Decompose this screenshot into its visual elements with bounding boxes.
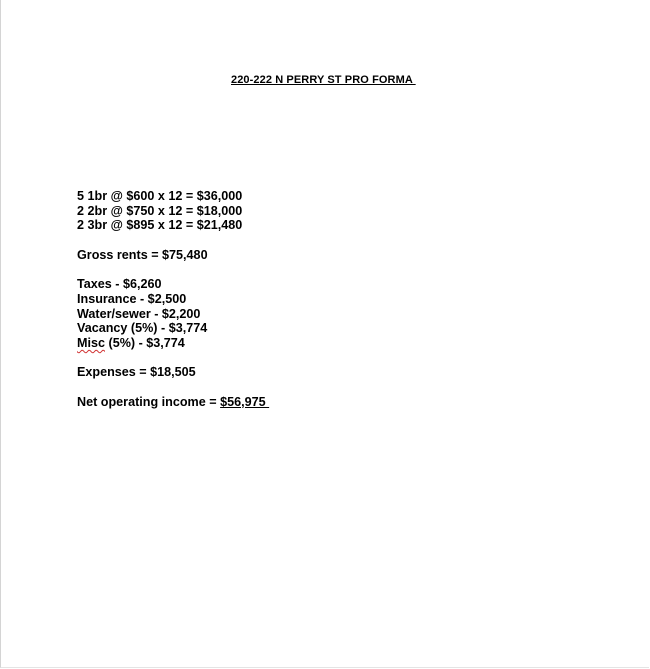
noi-label: Net operating income = [77, 394, 221, 409]
vacancy-line: Vacancy (5%) - $3,774 [77, 321, 208, 336]
document-title: 220-222 N PERRY ST PRO FORMA [231, 74, 416, 86]
rent-line-3br: 2 3br @ $895 x 12 = $21,480 [77, 218, 243, 233]
blank-line [77, 262, 269, 277]
blank-line [77, 233, 269, 248]
rent-line-2br: 2 2br @ $750 x 12 = $18,000 [77, 203, 243, 218]
water-sewer-line: Water/sewer - $2,200 [77, 306, 201, 321]
misc-word-spellcheck[interactable]: Misc [77, 335, 105, 350]
noi-value: $56,975 [220, 394, 270, 409]
expenses-total-line: Expenses = $18,505 [77, 365, 196, 380]
noi-line [77, 395, 269, 410]
rent-line-1br: 5 1br @ $600 x 12 = $36,000 [77, 189, 243, 203]
blank-line [77, 380, 269, 395]
taxes-line: Taxes - $6,260 [77, 277, 162, 292]
misc-line [77, 336, 269, 351]
misc-amount: (5%) - $3,774 [105, 335, 185, 350]
gross-rents-line: Gross rents = $75,480 [77, 247, 208, 262]
insurance-line: Insurance - $2,500 [77, 291, 187, 306]
pro-forma-body [77, 189, 269, 409]
blank-line [77, 351, 269, 366]
